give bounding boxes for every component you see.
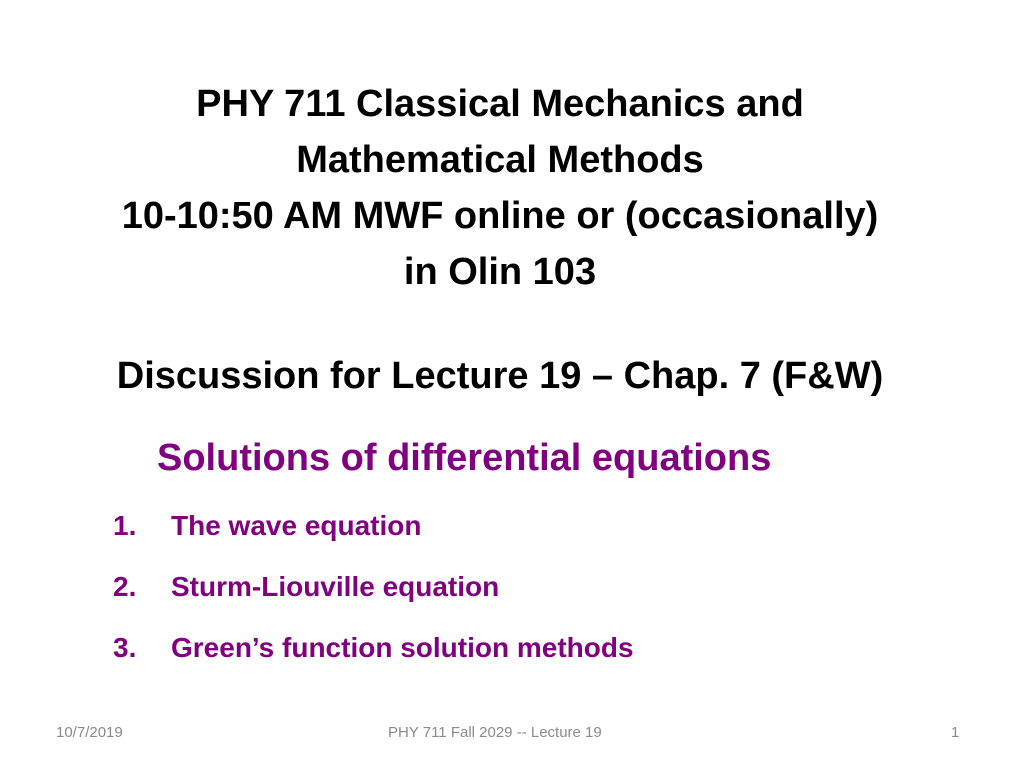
- list-item-number: 1.: [113, 510, 137, 541]
- list-item: [113, 506, 634, 567]
- title-line: PHY 711 Classical Mechanics and: [196, 83, 804, 125]
- list-item: [113, 628, 634, 689]
- list-item-number: 2.: [113, 571, 137, 602]
- footer-course-label: PHY 711 Fall 2029 -- Lecture 19: [388, 724, 602, 741]
- title-line: Mathematical Methods: [296, 139, 704, 181]
- list-item-label: Sturm-Liouville equation: [171, 571, 500, 602]
- slide-number: 1: [951, 724, 960, 741]
- list-item-label: The wave equation: [171, 510, 422, 541]
- title-line: 10-10:50 AM MWF online or (occasionally): [121, 195, 879, 237]
- slide-title: [0, 76, 1000, 300]
- discussion-heading: Discussion for Lecture 19 – Chap. 7 (F&W): [116, 355, 884, 397]
- topic-list: [113, 506, 634, 689]
- footer-date: 10/7/2019: [56, 724, 123, 741]
- title-line: in Olin 103: [403, 251, 597, 293]
- list-item-label: Green’s function solution methods: [171, 632, 634, 663]
- list-item-number: 3.: [113, 632, 137, 663]
- topic-subtitle: Solutions of differential equations: [157, 437, 772, 479]
- list-item: [113, 567, 634, 628]
